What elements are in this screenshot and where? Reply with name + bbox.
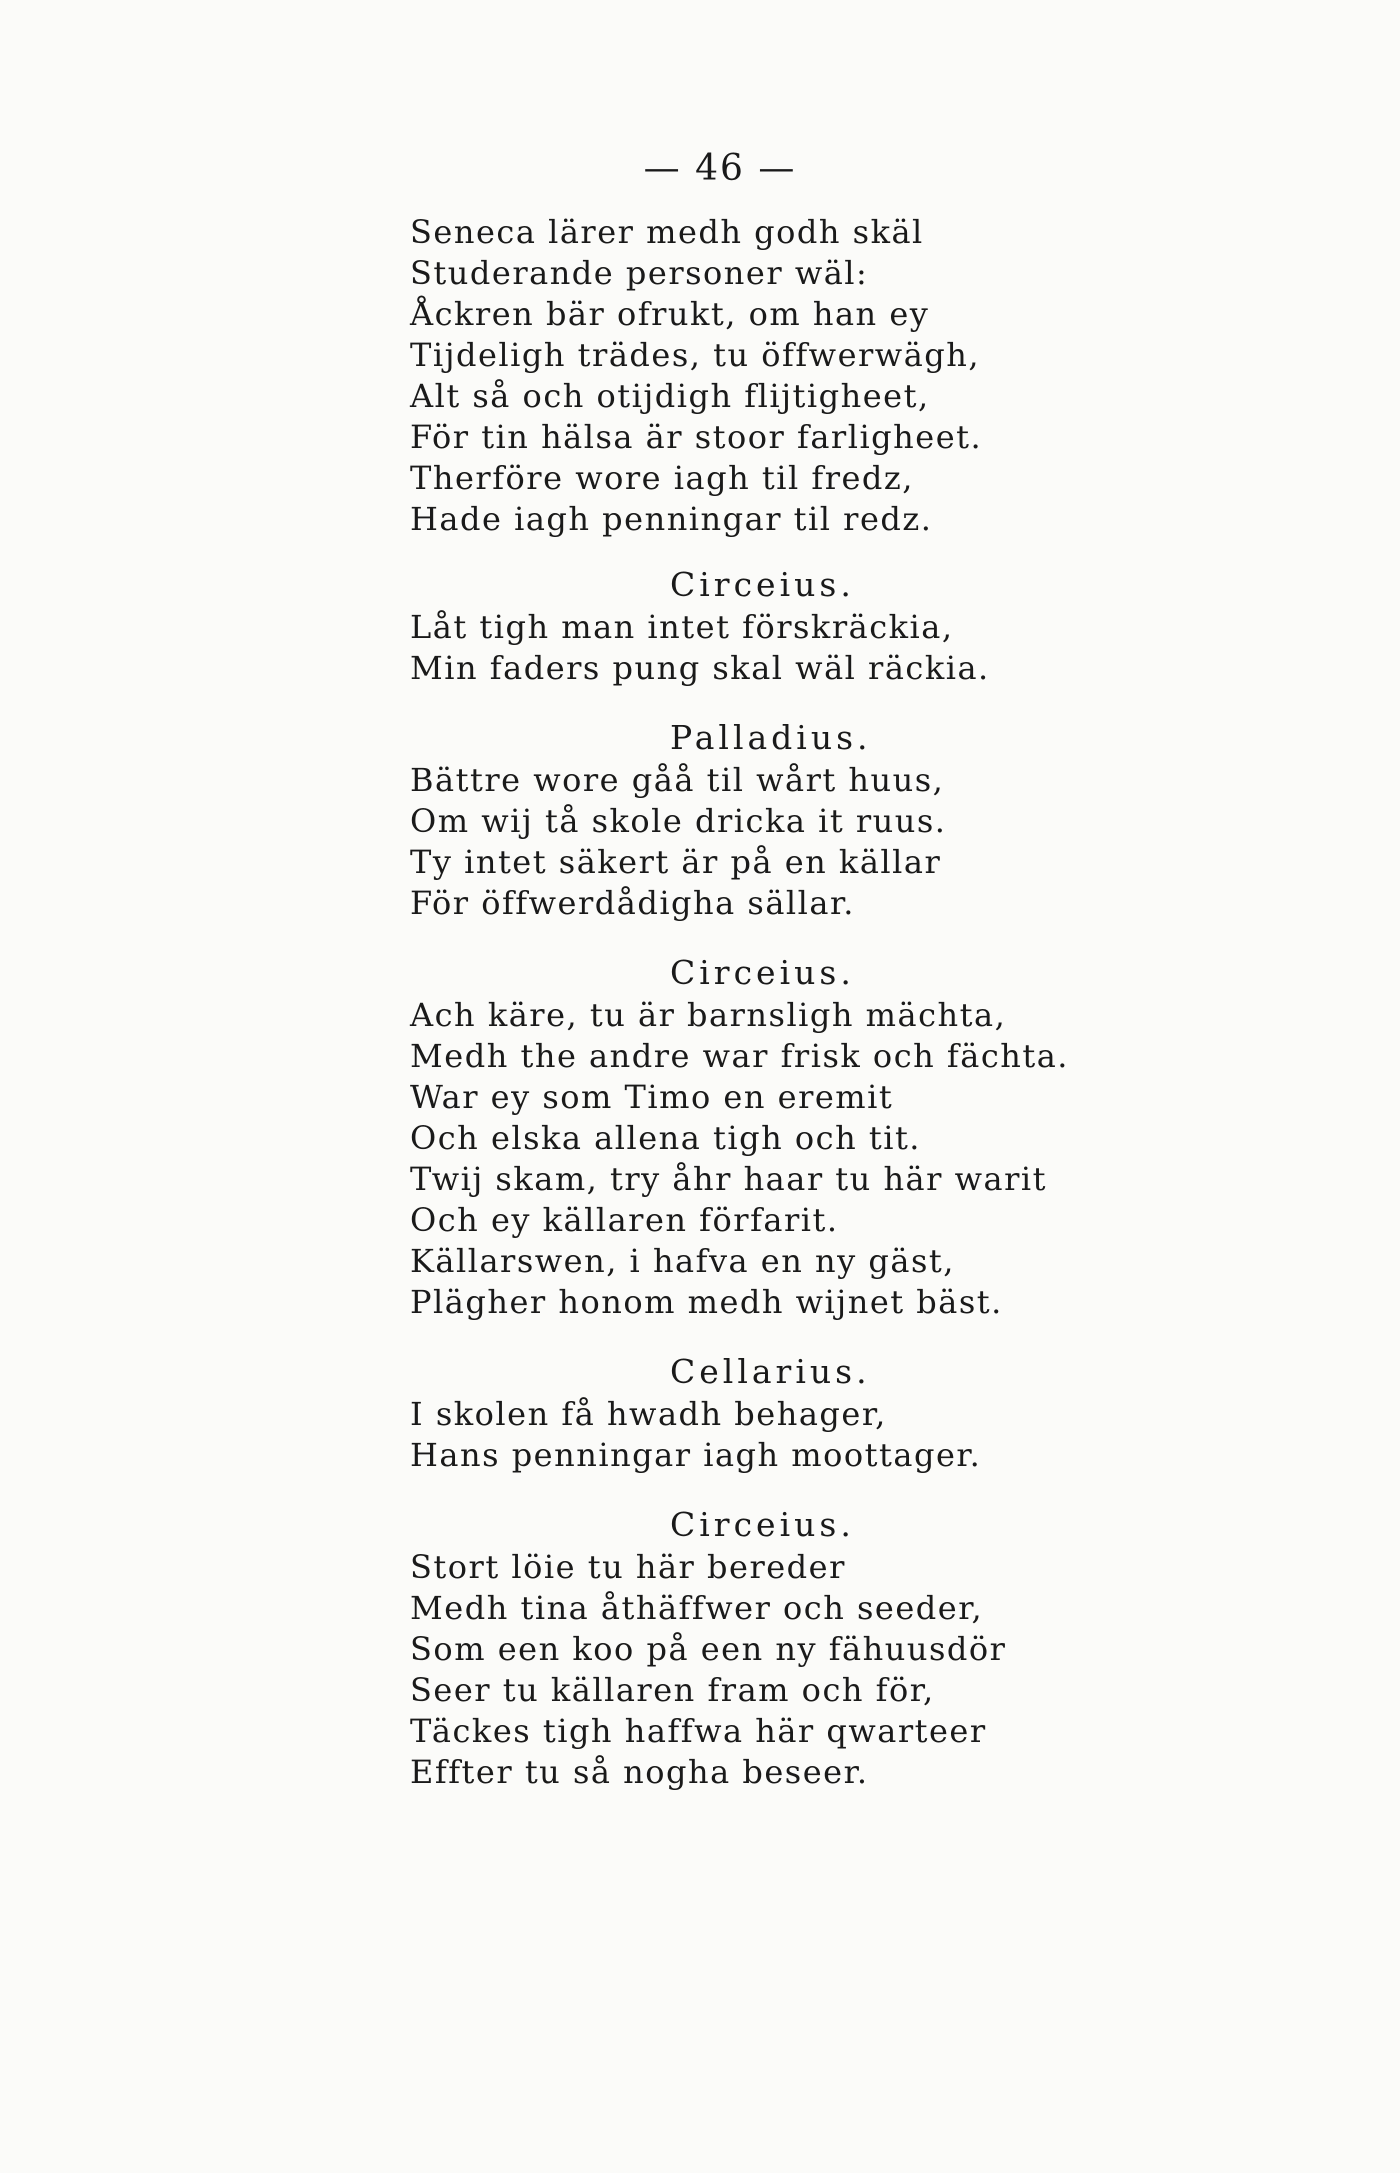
verse-line: I skolen få hwadh behager, — [410, 1395, 887, 1433]
verse-line: Tijdeligh trädes, tu öffwerwägh, — [410, 336, 981, 374]
verse-line: Medh tina åthäffwer och seeder, — [410, 1589, 984, 1627]
verse-line: Som een koo på een ny fähuusdör — [410, 1630, 1007, 1668]
verse-line: Alt så och otijdigh flijtigheet, — [410, 377, 930, 415]
verse-line: Ty intet säkert är på en källar — [410, 843, 942, 881]
verse-line: Seer tu källaren fram och för, — [410, 1671, 935, 1709]
verse-line: Ach käre, tu är barnsligh mächta, — [410, 996, 1007, 1034]
verse-line: Bättre wore gåå til wårt huus, — [410, 761, 945, 799]
speaker-name: Circeius. — [670, 1505, 855, 1544]
verse-section — [410, 564, 1310, 689]
verse-line: Therföre wore iagh til fredz, — [410, 459, 914, 497]
verse-line: Täckes tigh haffwa här qwarteer — [410, 1712, 987, 1750]
verse-line: Hans penningar iagh moottager. — [410, 1436, 982, 1474]
page-number: — 46 — — [643, 148, 797, 189]
verse-line: Åckren bär ofrukt, om han ey — [410, 295, 930, 333]
poem-text — [410, 212, 1310, 1793]
verse-line: Effter tu så nogha beseer. — [410, 1753, 869, 1791]
speaker-name: Circeius. — [670, 565, 855, 604]
verse-line: För öffwerdådigha sällar. — [410, 884, 855, 922]
verse-section — [410, 212, 1310, 540]
verse-line: War ey som Timo en eremit — [410, 1078, 894, 1116]
verse-line: Min faders pung skal wäl räckia. — [410, 649, 990, 687]
speaker-name: Circeius. — [670, 953, 855, 992]
verse-line: För tin hälsa är stoor farligheet. — [410, 418, 983, 456]
verse-line: Låt tigh man intet förskräckia, — [410, 608, 954, 646]
verse-section — [410, 1351, 1310, 1476]
speaker-name: Palladius. — [670, 718, 872, 757]
verse-section — [410, 952, 1310, 1323]
verse-line: Om wij tå skole dricka it ruus. — [410, 802, 947, 840]
verse-line: Plägher honom medh wijnet bäst. — [410, 1283, 1003, 1321]
verse-line: Och elska allena tigh och tit. — [410, 1119, 921, 1157]
verse-line: Seneca lärer medh godh skäl — [410, 213, 924, 251]
verse-line: Twij skam, try åhr haar tu här warit — [410, 1160, 1047, 1198]
verse-line: Stort löie tu här bereder — [410, 1548, 846, 1586]
speaker-name: Cellarius. — [670, 1352, 871, 1391]
verse-section — [410, 717, 1310, 924]
verse-line: Medh the andre war frisk och fächta. — [410, 1037, 1069, 1075]
verse-line: Och ey källaren förfarit. — [410, 1201, 839, 1239]
verse-section — [410, 1504, 1310, 1793]
verse-line: Hade iagh penningar til redz. — [410, 500, 933, 538]
verse-line: Studerande personer wäl: — [410, 254, 869, 292]
verse-line: Källarswen, i hafva en ny gäst, — [410, 1242, 955, 1280]
